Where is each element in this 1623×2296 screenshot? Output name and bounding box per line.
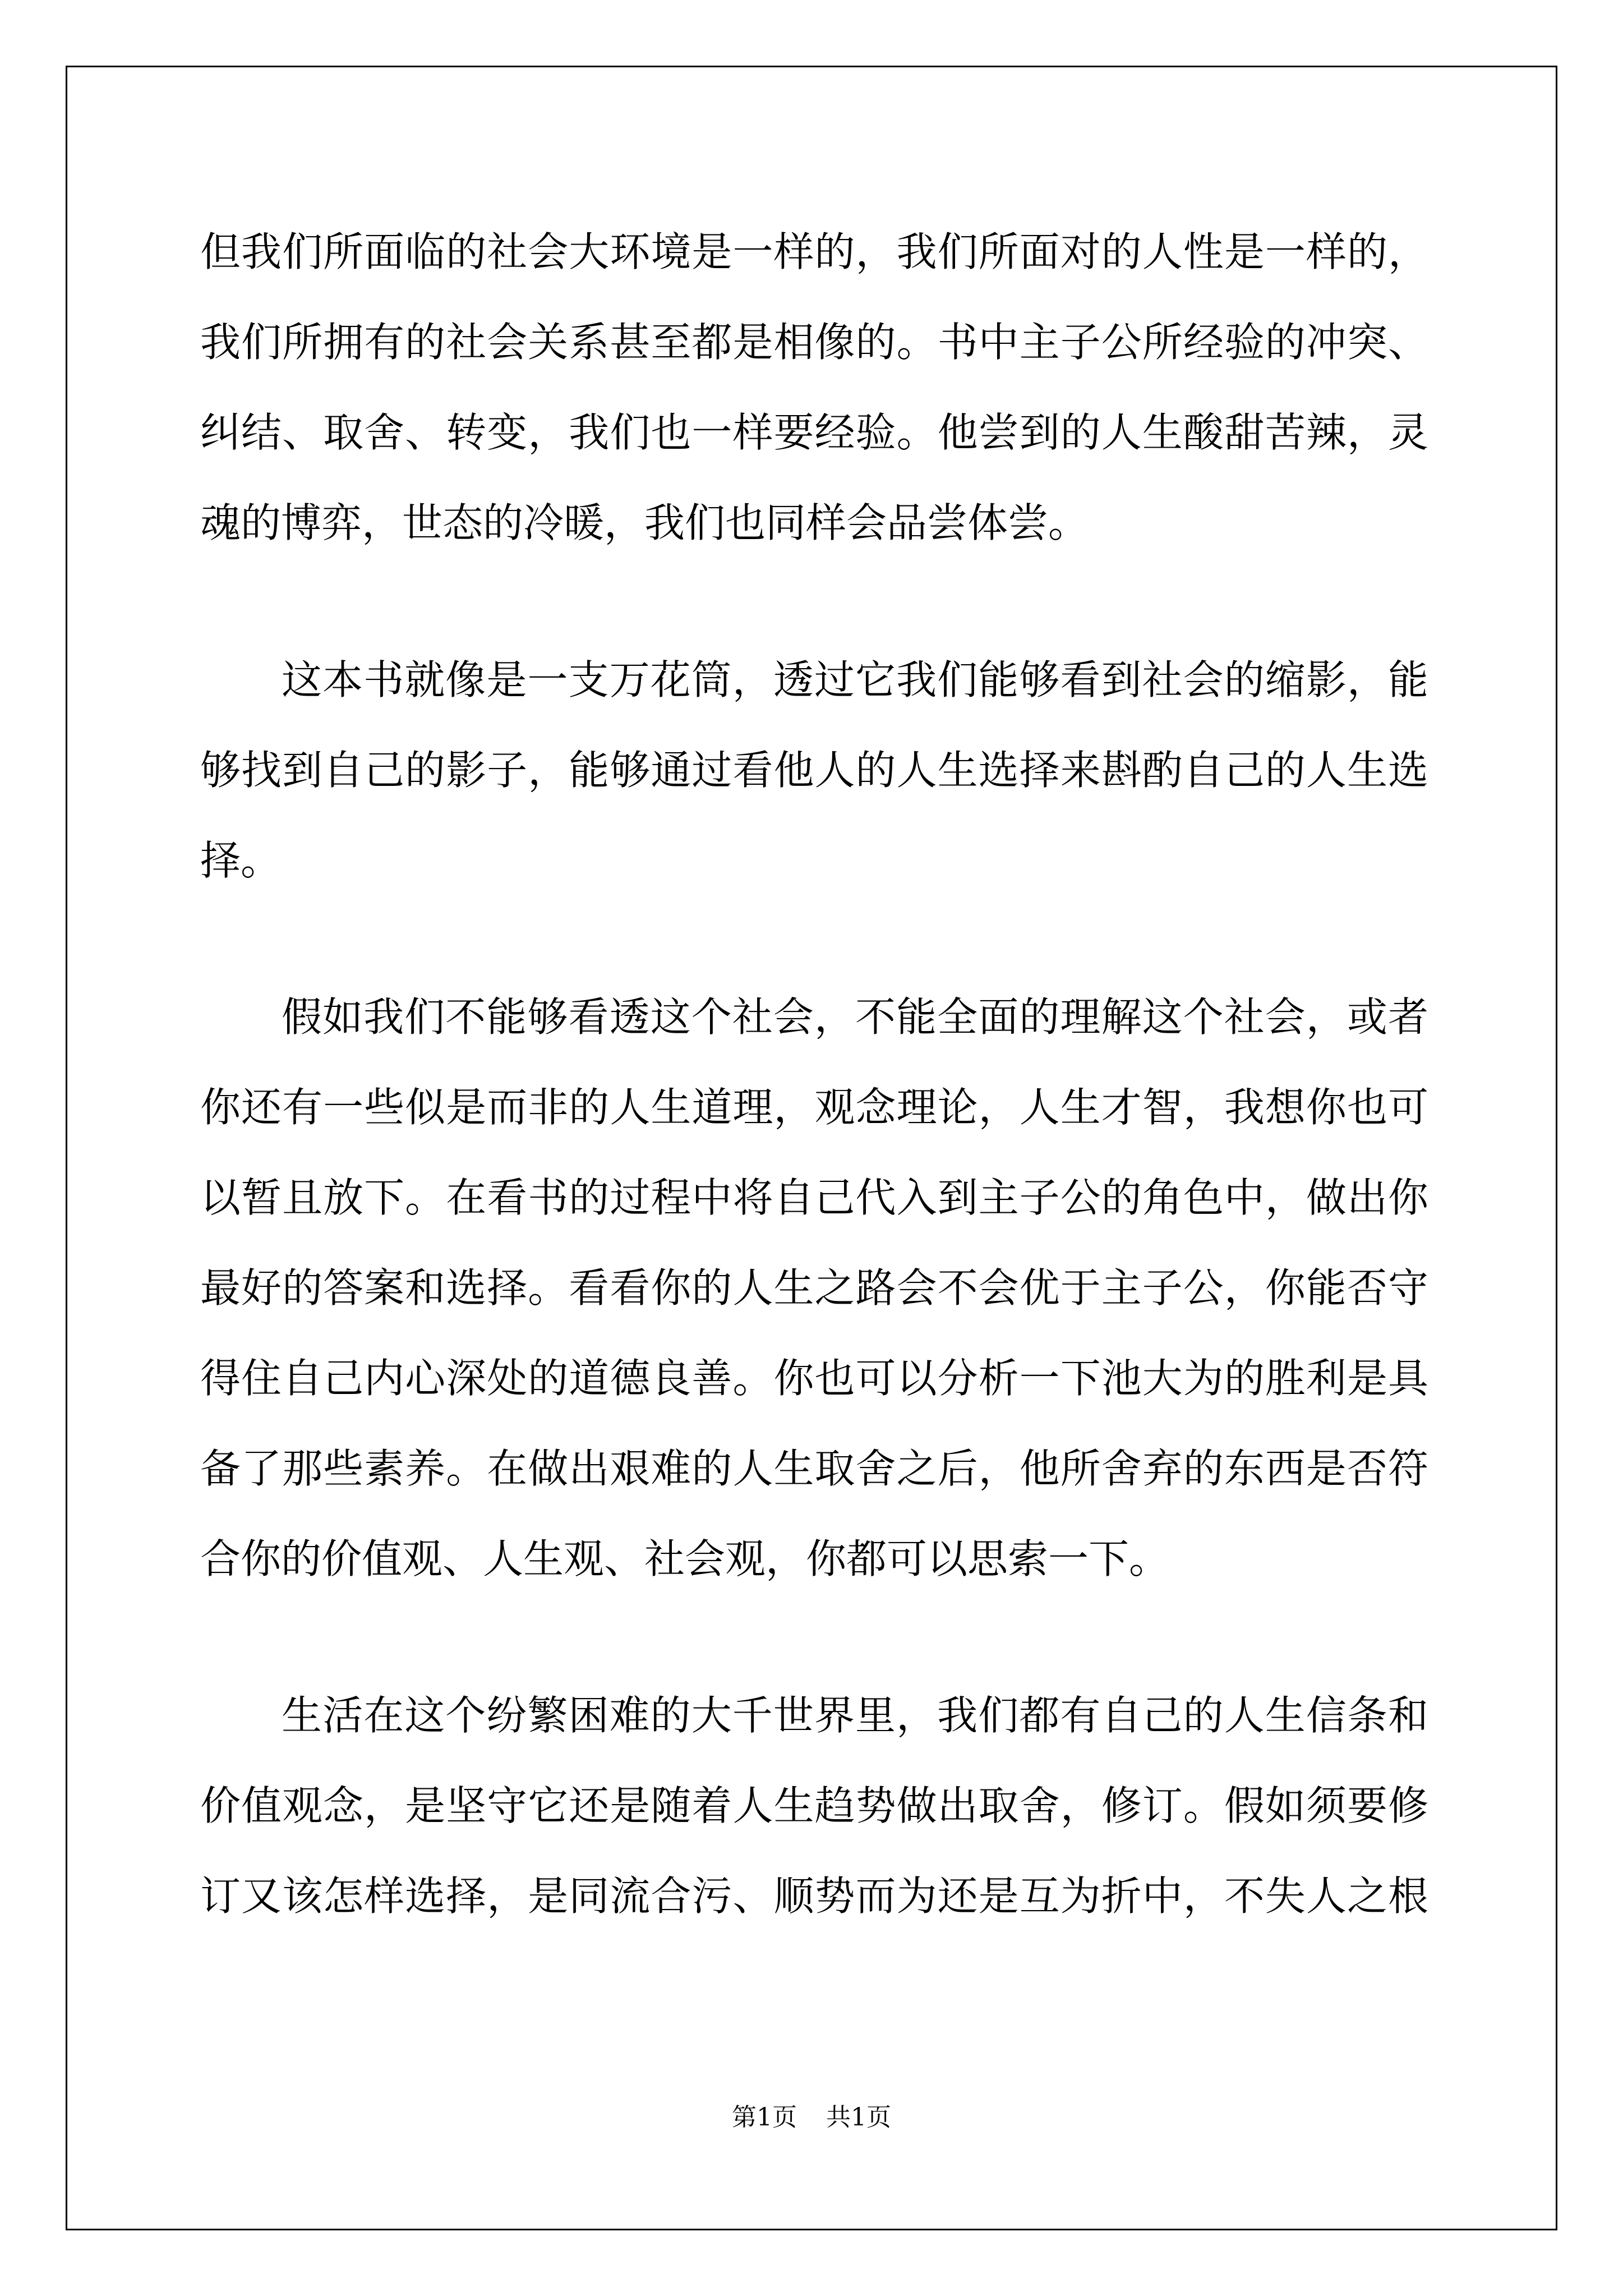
paragraph-2-line-2: 够找到自己的影子，能够通过看他人的人生选择来斟酌自己的人生选 [200, 747, 1428, 794]
paragraph-3-line-2: 你还有一些似是而非的人生道理，观念理论，人生才智，我想你也可 [200, 1084, 1428, 1131]
paragraph-3-line-6: 备了那些素养。在做出艰难的人生取舍之后，他所舍弃的东西是否符 [200, 1445, 1428, 1492]
paragraph-4-line-3: 订又该怎样选择，是同流合污、顺势而为还是互为折中，不失人之根 [200, 1872, 1428, 1920]
paragraph-2-line-3: 择。 [200, 837, 282, 884]
paragraph-2-line-1: 这本书就像是一支万花筒，透过它我们能够看到社会的缩影，能 [282, 656, 1428, 703]
page-total: 共1页 [826, 2103, 891, 2132]
paragraph-1-line-3: 纠结、取舍、转变，我们也一样要经验。他尝到的人生酸甜苦辣，灵 [200, 409, 1428, 456]
paragraph-3-line-3: 以暂且放下。在看书的过程中将自己代入到主子公的角色中，做出你 [200, 1174, 1428, 1221]
paragraph-3-line-7: 合你的价值观、人生观、社会观，你都可以思索一下。 [200, 1535, 1170, 1582]
paragraph-3-line-1: 假如我们不能够看透这个社会，不能全面的理解这个社会，或者 [282, 993, 1428, 1041]
page-footer [0, 2101, 1623, 2134]
paragraph-3-line-4: 最好的答案和选择。看看你的人生之路会不会优于主子公，你能否守 [200, 1264, 1428, 1312]
paragraph-1-line-4: 魂的博弈，世态的冷暖，我们也同样会品尝体尝。 [200, 499, 1089, 546]
paragraph-3-line-5: 得住自己内心深处的道德良善。你也可以分析一下池大为的胜利是具 [200, 1355, 1428, 1402]
paragraph-4-line-1: 生活在这个纷繁困难的大千世界里，我们都有自己的人生信条和 [282, 1692, 1428, 1739]
paragraph-1-line-2: 我们所拥有的社会关系甚至都是相像的。书中主子公所经验的冲突、 [200, 319, 1428, 366]
paragraph-1-line-1: 但我们所面临的社会大环境是一样的，我们所面对的人性是一样的， [200, 228, 1428, 275]
page-number: 第1页 [732, 2103, 797, 2132]
paragraph-4-line-2: 价值观念，是坚守它还是随着人生趋势做出取舍，修订。假如须要修 [200, 1782, 1428, 1829]
